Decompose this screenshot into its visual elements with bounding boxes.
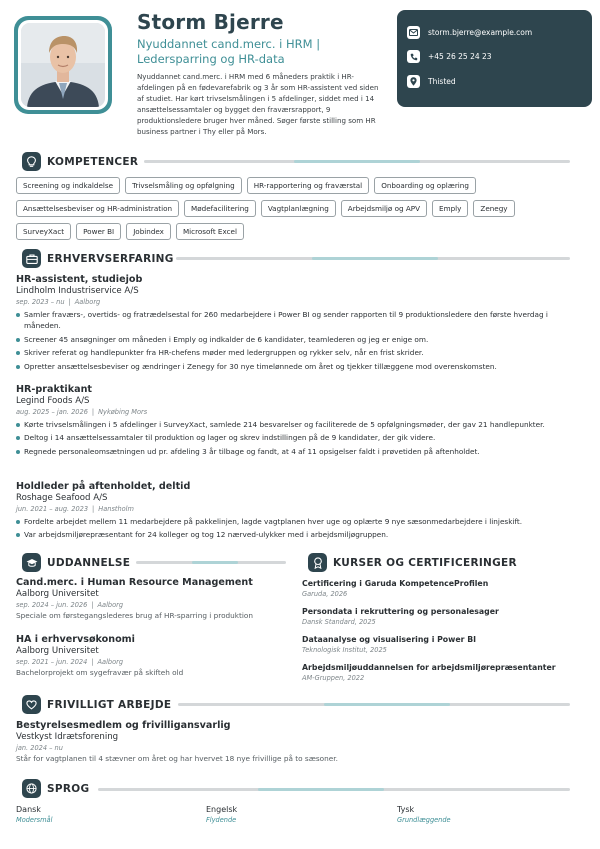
section-header-volunteer [22, 695, 171, 714]
globe-icon [22, 779, 41, 798]
section-title-courses: KURSER OG CERTIFICERINGER [333, 556, 517, 569]
map-pin-icon [407, 75, 420, 88]
heart-hand-icon [22, 695, 41, 714]
education-meta: sep. 2021 – jun. 2024 | Aalborg [16, 658, 124, 666]
job-bullet: Screener 45 ansøgninger om måneden i Emply og indkalder de 6 kandidater, teamlederen og jeg er enige om. [16, 334, 576, 345]
skill-chip: Ansættelsesbeviser og HR-administration [16, 200, 179, 217]
job-company: Roshage Seafood A/S [16, 493, 108, 503]
contact-location: Thisted [428, 76, 456, 86]
education-school: Aalborg Universitet [16, 646, 99, 656]
skill-chip: Jobindex [126, 223, 171, 240]
job-dates: sep. 2023 – nu [16, 298, 65, 306]
language-level: Grundlæggende [397, 816, 451, 824]
section-title-education: UDDANNELSE [47, 556, 131, 569]
education-degree: HA i erhvervsøkonomi [16, 634, 135, 645]
award-medal-icon [308, 553, 327, 572]
graduation-cap-icon [22, 553, 41, 572]
briefcase-icon [22, 249, 41, 268]
candidate-headline: Nyuddannet cand.merc. i HRM | Ledersparring og HR-data [137, 37, 321, 66]
course-entry [302, 662, 582, 683]
section-title-languages: SPROG [47, 782, 90, 795]
job-bullet: Regnede personaleomsætningen ud pr. afdeling 3 år tilbage og fandt, at 4 af 11 opsigelser faldt i prøvetiden på aftenholdet. [16, 446, 576, 457]
job-title: HR-praktikant [16, 384, 92, 395]
education-dates: sep. 2024 – jun. 2026 [16, 601, 88, 609]
education-entry [16, 634, 286, 678]
job-dates: aug. 2025 – jan. 2026 [16, 408, 88, 416]
section-header-courses [308, 553, 517, 572]
phone-icon [407, 50, 420, 63]
course-meta: Dansk Standard, 2025 [302, 618, 376, 626]
job-meta: sep. 2023 – nu | Aalborg [16, 298, 101, 306]
experience-entry [16, 274, 576, 374]
course-title: Persondata i rekruttering og personalesager [302, 607, 499, 616]
lightbulb-icon [22, 152, 41, 171]
course-meta: AM-Gruppen, 2022 [302, 674, 365, 682]
volunteer-entry [16, 720, 576, 764]
envelope-icon [407, 26, 420, 39]
candidate-name: Storm Bjerre [137, 10, 284, 34]
job-title: Holdleder på aftenholdet, deltid [16, 481, 191, 492]
section-divider [98, 788, 570, 791]
section-header-languages [22, 779, 89, 798]
job-dates: jun. 2021 – aug. 2023 [16, 505, 89, 513]
skill-chip: Arbejdsmiljø og APV [341, 200, 427, 217]
job-location: Aalborg [74, 298, 101, 306]
section-divider [176, 257, 570, 260]
education-school: Aalborg Universitet [16, 589, 99, 599]
job-meta: aug. 2025 – jan. 2026 | Nykøbing Mors [16, 408, 148, 416]
skill-chip: SurveyXact [16, 223, 71, 240]
education-meta: sep. 2024 – jun. 2026 | Aalborg [16, 601, 124, 609]
job-bullet: Skriver referat og handlepunkter fra HR-chefens møder med ledergruppen og rykker selv, når en frist skrider. [16, 347, 576, 358]
section-divider [178, 703, 570, 706]
job-bullet: Var arbejdsmiljørepræsentant for 24 kolleger og tog 12 nærved-ulykker med i arbejdsmiljøgruppen. [16, 529, 576, 540]
skill-chip: Mødefacilitering [184, 200, 256, 217]
skill-chip: Onboarding og oplæring [374, 177, 476, 194]
job-location: Hanstholm [98, 505, 134, 513]
language-level: Modersmål [16, 816, 53, 824]
volunteer-dates: jan. 2024 – nu [16, 744, 63, 752]
job-location: Nykøbing Mors [98, 408, 148, 416]
education-location: Aalborg [97, 658, 124, 666]
section-title-volunteer: FRIVILLIGT ARBEJDE [47, 698, 172, 711]
skill-chip: Vagtplanlægning [261, 200, 336, 217]
skill-chip: Emply [432, 200, 468, 217]
course-title: Arbejdsmiljøuddannelsen for arbejdsmiljørepræsentanter [302, 663, 556, 672]
job-title: HR-assistent, studiejob [16, 274, 143, 285]
job-company: Legind Foods A/S [16, 396, 90, 406]
job-meta: jun. 2021 – aug. 2023 | Hanstholm [16, 505, 134, 513]
volunteer-organisation: Vestkyst Idrætsforening [16, 732, 119, 742]
job-company: Lindholm Industriservice A/S [16, 286, 139, 296]
course-entry [302, 578, 582, 599]
profile-summary: Nyuddannet cand.merc. i HRM med 6 måneders praktik i HR-afdelingen på en fødevarefabrik og 3 år som HR-assistent ved siden af studiet. Har kørt trivselsmålingen i 5 afdelinger, siddet med i 14 ansættelsessamtaler og bygget den fraværsrapport, 9 produktionsledere bruger hver måned. Søger første stilling som HR business partner i Thy eller på Mors. [137, 72, 379, 136]
section-header-education [22, 553, 130, 572]
volunteer-description: Står for vagtplanen til 4 stævner om året og har hvervet 18 nye frivillige på to sæsoner. [16, 754, 338, 763]
education-location: Aalborg [97, 601, 124, 609]
experience-entry [16, 384, 576, 459]
person-portrait-icon [21, 23, 105, 107]
section-header-experience [22, 249, 174, 268]
education-degree: Cand.merc. i Human Resource Management [16, 577, 253, 588]
skill-chip: Zenegy [473, 200, 514, 217]
job-bullet: Samler fraværs-, overtids- og fratrædelsestal for 260 medarbejdere i Power BI og sender rapporten til 9 produktionsledere den første hverdag i måneden. [16, 309, 576, 332]
course-entry [302, 634, 582, 655]
profile-photo [21, 23, 105, 107]
language-name: Tysk [397, 805, 415, 814]
volunteer-title: Bestyrelsesmedlem og frivilligansvarlig [16, 720, 231, 731]
job-bullets [16, 419, 576, 457]
section-divider [144, 160, 570, 163]
language-level: Flydende [206, 816, 237, 824]
skill-chip: Power BI [76, 223, 121, 240]
skills-list [16, 177, 556, 246]
skill-chip: Microsoft Excel [176, 223, 244, 240]
education-entry [16, 577, 286, 621]
language-entry [206, 804, 356, 825]
contact-location-row [407, 73, 582, 89]
skill-chip: Trivselsmåling og opfølgning [125, 177, 242, 194]
section-header-skills [22, 152, 138, 171]
section-divider [136, 561, 286, 564]
course-title: Dataanalyse og visualisering i Power BI [302, 635, 477, 644]
contact-card [397, 10, 592, 107]
course-entry [302, 606, 582, 627]
language-entry [16, 804, 166, 825]
job-bullets [16, 516, 576, 541]
experience-entry [16, 481, 576, 543]
skill-chip: HR-rapportering og fraværstal [247, 177, 370, 194]
job-bullet: Deltog i 14 ansættelsessamtaler til produktion og lager og skrev indstillingen på de 9 kandidater, der gik videre. [16, 432, 576, 443]
contact-email-row[interactable] [407, 24, 582, 40]
education-description: Speciale om førstegangslederes brug af HR-sparring i produktion [16, 611, 254, 620]
education-description: Bachelorprojekt om sygefravær på skifteh old [16, 668, 184, 677]
profile-photo-border [18, 20, 108, 110]
section-title-skills: KOMPETENCER [47, 155, 139, 168]
profile-photo-frame [14, 16, 112, 114]
contact-phone[interactable]: +45 26 25 24 23 [428, 52, 492, 61]
course-title: Certificering i Garuda KompetenceProfilen [302, 579, 489, 588]
language-name: Dansk [16, 805, 41, 814]
skill-chip: Screening og indkaldelse [16, 177, 120, 194]
job-bullet: Fordelte arbejdet mellem 11 medarbejdere på pakkelinjen, lagde vagtplanen hver uge og oplærte 9 nye sæsonmedarbejdere i linjeskift. [16, 516, 576, 527]
course-meta: Garuda, 2026 [302, 590, 348, 598]
section-title-experience: ERHVERVSERFARING [47, 252, 174, 265]
contact-phone-row[interactable] [407, 49, 582, 65]
language-entry [397, 804, 547, 825]
language-name: Engelsk [206, 805, 238, 814]
education-dates: sep. 2021 – jun. 2024 [16, 658, 88, 666]
course-meta: Teknologisk Institut, 2025 [302, 646, 387, 654]
contact-email[interactable]: storm.bjerre@example.com [428, 27, 533, 37]
job-bullets [16, 309, 576, 372]
job-bullet: Kørte trivselsmålingen i 5 afdelinger i SurveyXact, samlede 214 besvarelser og faciliterede de 5 opfølgningsmøder, der gav 21 handlepunkter. [16, 419, 576, 430]
job-bullet: Opretter ansættelsesbeviser og ændringer i Zenegy for 30 nye timelønnede om året og tjekker tillæggene mod overenskomsten. [16, 361, 576, 372]
